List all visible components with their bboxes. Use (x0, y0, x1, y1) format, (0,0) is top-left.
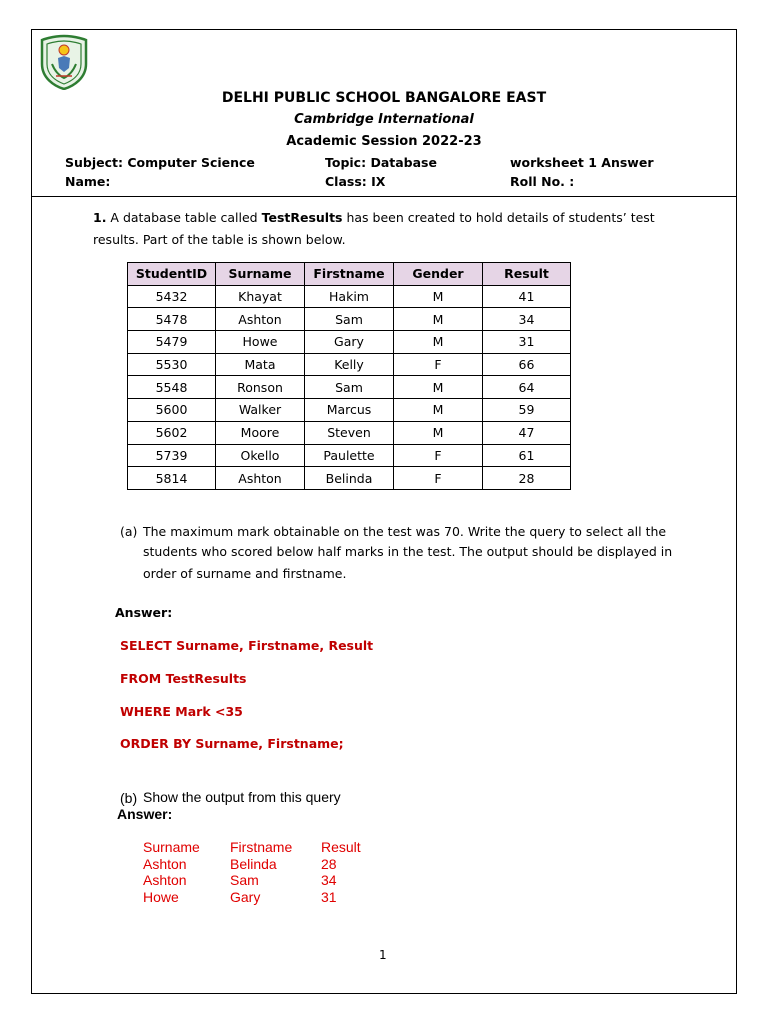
table-cell: 66 (483, 353, 571, 376)
table-cell: 28 (483, 467, 571, 490)
table-cell: M (394, 331, 483, 354)
table-cell: M (394, 399, 483, 422)
table-cell: Walker (216, 399, 305, 422)
table-row (128, 399, 571, 422)
table-cell: Hakim (305, 285, 394, 308)
sql-orderby-line: ORDER BY Surname, Firstname; (120, 736, 344, 751)
output-cell: Ashton (143, 856, 187, 872)
table-cell: 5432 (128, 285, 216, 308)
class-label: Class: IX (325, 174, 386, 189)
table-cell: 61 (483, 444, 571, 467)
table-cell: 5530 (128, 353, 216, 376)
table-cell: 64 (483, 376, 571, 399)
table-cell: 5478 (128, 308, 216, 331)
intro-text-a: A database table called (106, 210, 262, 225)
school-name: DELHI PUBLIC SCHOOL BANGALORE EAST (221, 90, 547, 106)
output-cell: Ashton (143, 872, 187, 888)
table-cell: Marcus (305, 399, 394, 422)
question-number: 1. (93, 210, 107, 225)
part-b-answer-label: Answer: (117, 806, 173, 822)
table-row (128, 444, 571, 467)
table-cell: F (394, 353, 483, 376)
roll-label: Roll No. : (510, 174, 575, 189)
subject-label: Subject: Computer Science (65, 155, 255, 170)
table-cell: Khayat (216, 285, 305, 308)
table-cell: 31 (483, 331, 571, 354)
table-cell: M (394, 308, 483, 331)
table-cell: Sam (305, 308, 394, 331)
table-cell: M (394, 421, 483, 444)
table-cell: M (394, 376, 483, 399)
table-cell: 5479 (128, 331, 216, 354)
table-row (128, 467, 571, 490)
table-row (128, 421, 571, 444)
table-name: TestResults (261, 210, 343, 225)
question-intro-line2: results. Part of the table is shown below. (93, 232, 346, 247)
school-logo-icon (38, 34, 90, 90)
board-name: Cambridge International (294, 112, 474, 127)
page-number: 1 (379, 948, 387, 962)
sql-from-line: FROM TestResults (120, 671, 247, 686)
header-divider (31, 196, 737, 197)
table-cell: Moore (216, 421, 305, 444)
table-cell: Paulette (305, 444, 394, 467)
table-cell: Ronson (216, 376, 305, 399)
table-header-cell: Surname (216, 263, 305, 286)
table-row (128, 376, 571, 399)
part-a-line1: The maximum mark obtainable on the test was 70. Write the query to select all the (143, 524, 667, 539)
question-intro (93, 207, 655, 229)
table-header-cell: Gender (394, 263, 483, 286)
table-cell: 5739 (128, 444, 216, 467)
part-a-line3: order of surname and firstname. (143, 566, 347, 581)
name-label: Name: (65, 174, 111, 189)
output-cell: 34 (321, 872, 337, 888)
output-cell: Belinda (230, 856, 277, 872)
table-cell: 5548 (128, 376, 216, 399)
table-cell: M (394, 285, 483, 308)
output-header-firstname: Firstname (230, 839, 293, 855)
table-cell: Ashton (216, 467, 305, 490)
table-cell: 5602 (128, 421, 216, 444)
table-cell: 47 (483, 421, 571, 444)
table-cell: Belinda (305, 467, 394, 490)
table-cell: Steven (305, 421, 394, 444)
output-cell: Sam (230, 872, 259, 888)
table-cell: Okello (216, 444, 305, 467)
table-cell: Gary (305, 331, 394, 354)
table-cell: 59 (483, 399, 571, 422)
sql-where-line: WHERE Mark <35 (120, 704, 243, 719)
table-cell: 34 (483, 308, 571, 331)
topic-label: Topic: Database (325, 155, 437, 170)
table-header-cell: Firstname (305, 263, 394, 286)
table-cell: Howe (216, 331, 305, 354)
table-cell: F (394, 444, 483, 467)
table-cell: Ashton (216, 308, 305, 331)
table-row (128, 331, 571, 354)
table-cell: Sam (305, 376, 394, 399)
table-cell: 5814 (128, 467, 216, 490)
output-cell: Gary (230, 889, 261, 905)
intro-text-b: has been created to hold details of students’ test (342, 210, 655, 225)
table-cell: 5600 (128, 399, 216, 422)
table-cell: F (394, 467, 483, 490)
part-b-label: (b) (120, 790, 138, 806)
part-a-answer-label: Answer: (115, 605, 173, 620)
output-cell: 28 (321, 856, 337, 872)
part-a-label: (a) (120, 524, 138, 539)
table-row (128, 285, 571, 308)
table-header-cell: Result (483, 263, 571, 286)
output-header-surname: Surname (143, 839, 200, 855)
sql-select-line: SELECT Surname, Firstname, Result (120, 638, 374, 653)
table-row (128, 308, 571, 331)
test-results-table (127, 262, 571, 490)
academic-session: Academic Session 2022-23 (286, 134, 482, 149)
output-header-result: Result (321, 839, 361, 855)
output-cell: Howe (143, 889, 179, 905)
table-header-cell: StudentID (128, 263, 216, 286)
table-header-row (128, 263, 571, 286)
worksheet-label: worksheet 1 Answer (510, 155, 654, 170)
table-cell: Kelly (305, 353, 394, 376)
table-cell: 41 (483, 285, 571, 308)
part-a-line2: students who scored below half marks in the test. The output should be displayed in (143, 544, 673, 559)
table-cell: Mata (216, 353, 305, 376)
table-row (128, 353, 571, 376)
part-b-text: Show the output from this query (143, 789, 341, 805)
output-cell: 31 (321, 889, 337, 905)
